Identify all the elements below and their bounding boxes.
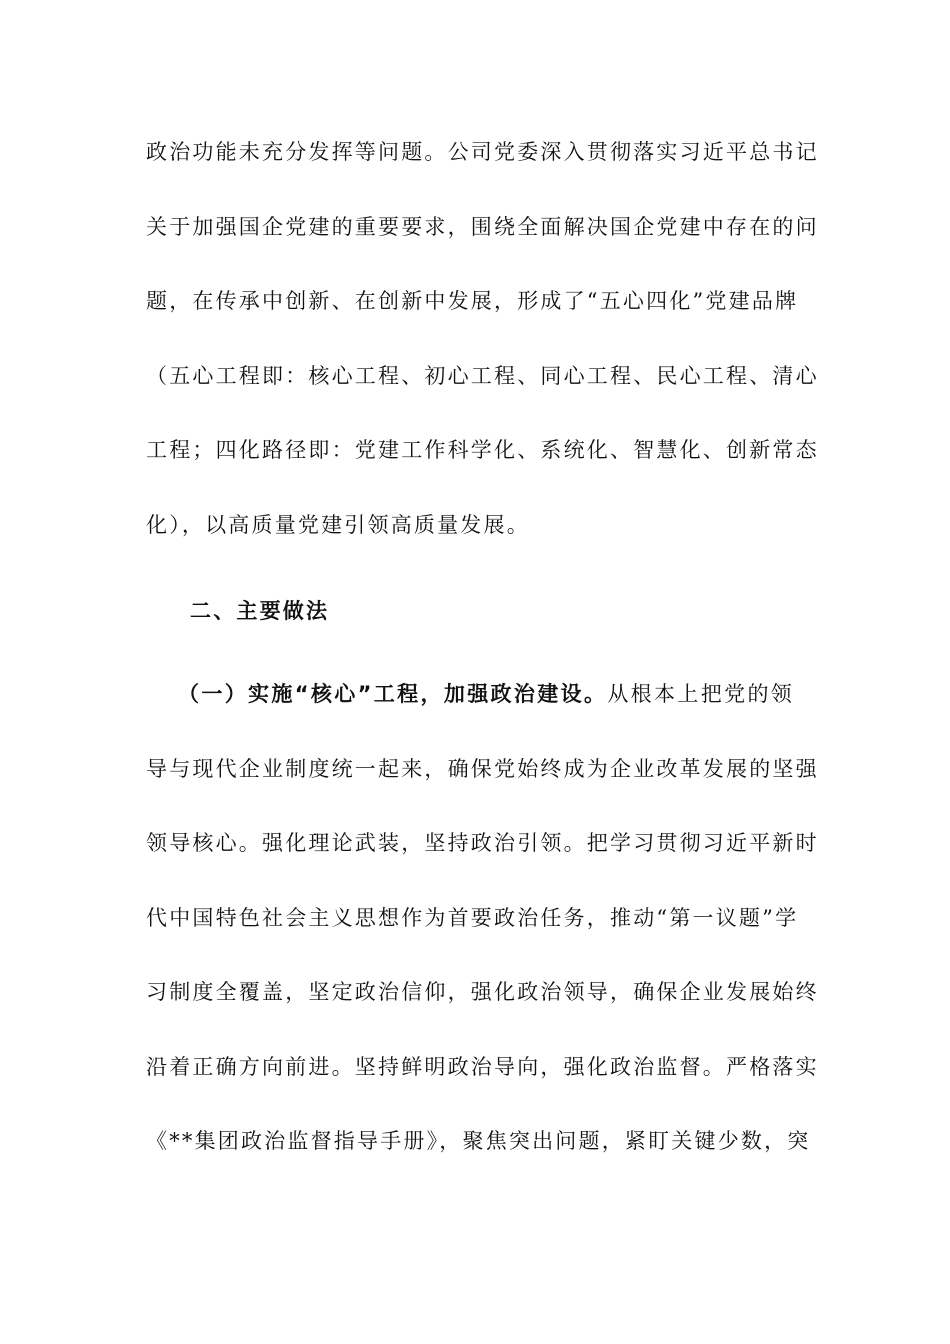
text-line-first (146, 657, 794, 732)
text-line: 化），以高质量党建引领高质量发展。 (146, 512, 530, 537)
text-line: 题，在传承中创新、在创新中发展，形成了“五心四化”党建品牌 (146, 289, 799, 313)
text-line: 领导核心。强化理论武装，坚持政治引领。把学习贯彻习近平新时 (146, 831, 819, 855)
text-line: 政治功能未充分发挥等问题。公司党委深入贯彻落实习近平总书记 (146, 140, 819, 164)
subsection-heading: （一）实施“核心”工程，加强政治建设。 (178, 682, 608, 706)
text-line: 关于加强国企党建的重要要求，围绕全面解决国企党建中存在的问 (146, 214, 819, 239)
text-line: 沿着正确方向前进。坚持鲜明政治导向，强化政治监督。严格落实 (146, 1054, 819, 1079)
text-line: 导与现代企业制度统一起来，确保党始终成为企业改革发展的坚强 (146, 756, 819, 781)
text-line-rest: 从根本上把党的领 (607, 682, 795, 706)
text-line: 《**集团政治监督指导手册》，聚焦突出问题，紧盯关键少数，突 (146, 1129, 811, 1153)
section-heading: 二、主要做法 (190, 599, 330, 623)
paragraph-intro (146, 115, 819, 562)
text-line: 代中国特色社会主义思想作为首要政治任务，推动“第一议题”学 (146, 905, 799, 930)
text-line: （五心工程即：核心工程、初心工程、同心工程、民心工程、清心 (146, 363, 819, 388)
text-line: 习制度全覆盖，坚定政治信仰，强化政治领导，确保企业发展始终 (146, 980, 819, 1004)
paragraph-main-practice (146, 657, 819, 1179)
text-line: 工程；四化路径即：党建工作科学化、系统化、智慧化、创新常态 (146, 438, 819, 462)
